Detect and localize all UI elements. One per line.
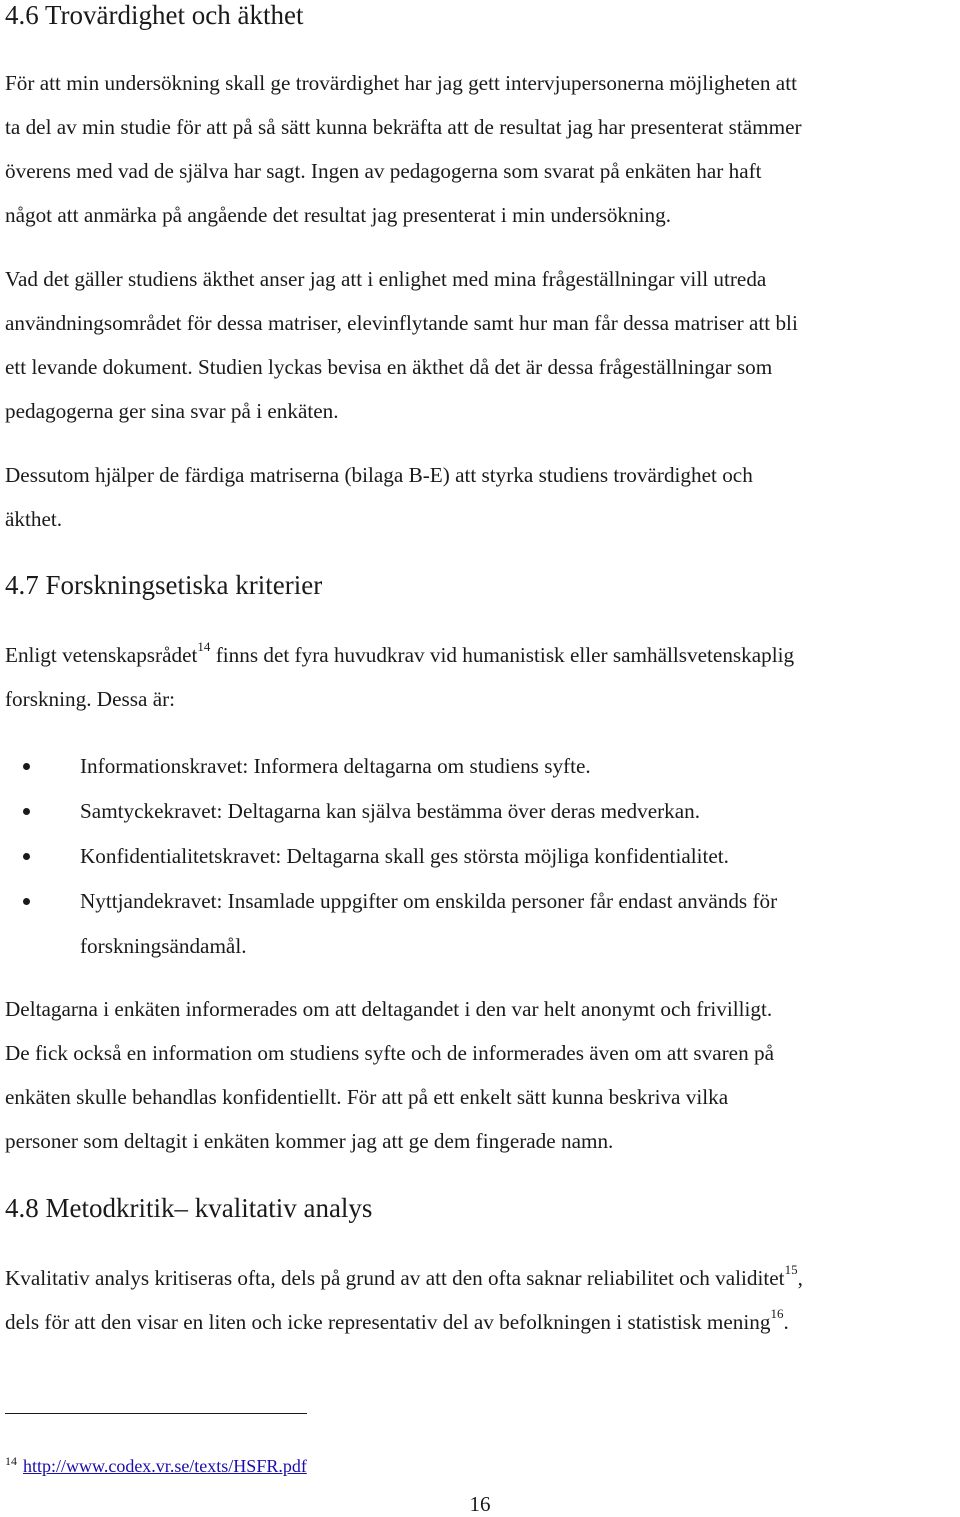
list-item-text: forskningsändamål. xyxy=(80,934,247,958)
intro-text-continued: finns det fyra huvudkrav vid humanistisk eller samhällsvetenskaplig xyxy=(210,643,795,667)
paragraph-credibility xyxy=(5,61,955,237)
text-line: användningsområdet för dessa matriser, elevinflytande samt hur man får dessa matriser att bli xyxy=(5,311,798,335)
text-line: ta del av min studie för att på så sätt kunna bekräfta att de resultat jag har presenterat stämmer xyxy=(5,115,802,139)
bullet-icon xyxy=(23,808,30,815)
text-line: enkäten skulle behandlas konfidentiellt. För att på ett enkelt sätt kunna beskriva vilka xyxy=(5,1085,729,1109)
footnote-ref-15[interactable]: 15 xyxy=(784,1262,798,1277)
ethics-requirements-list xyxy=(5,744,955,969)
list-item-text: Samtyckekravet: Deltagarna kan själva bestämma över deras medverkan. xyxy=(80,799,701,823)
list-item-text: Konfidentialitetskravet: Deltagarna skall ges största möjliga konfidentialitet. xyxy=(80,844,729,868)
text-line: Dessutom hjälper de färdiga matriserna (bilaga B-E) att styrka studiens trovärdighet och xyxy=(5,463,753,487)
list-item xyxy=(5,834,955,879)
page-number: 16 xyxy=(469,1492,491,1516)
paragraph-ethics-intro xyxy=(5,633,955,721)
footnote-14 xyxy=(5,1448,307,1479)
text-line xyxy=(5,1300,955,1344)
intro-text: Enligt vetenskapsrådet xyxy=(5,643,198,667)
critique-text: Kvalitativ analys kritiseras ofta, dels på grund av att den ofta saknar reliabilitet och validitet xyxy=(5,1266,785,1290)
paragraph-method-critique xyxy=(5,1256,955,1344)
list-item xyxy=(5,879,955,969)
footnote-ref-16[interactable]: 16 xyxy=(770,1306,784,1321)
section-heading-4-6: 4.6 Trovärdighet och äkthet xyxy=(5,0,304,30)
footnote-link[interactable]: http://www.codex.vr.se/texts/HSFR.pdf xyxy=(23,1456,307,1476)
footnote-separator xyxy=(5,1413,307,1414)
bullet-icon xyxy=(23,763,30,770)
bullet-icon xyxy=(23,898,30,905)
footnote-ref-14[interactable]: 14 xyxy=(197,639,211,654)
bullet-icon xyxy=(23,853,30,860)
text-line: Deltagarna i enkäten informerades om att deltagandet i den var helt anonymt och frivilligt. xyxy=(5,997,773,1021)
list-item xyxy=(5,744,955,789)
text-line xyxy=(5,1256,955,1300)
text-line: forskning. Dessa är: xyxy=(5,687,176,711)
section-heading-4-7: 4.7 Forskningsetiska kriterier xyxy=(5,570,323,600)
text-line xyxy=(5,633,955,677)
critique-text-continued: dels för att den visar en liten och icke representativ del av befolkningen i statistisk mening xyxy=(5,1310,771,1334)
text-line: ett levande dokument. Studien lyckas bevisa en äkthet då det är dessa frågeställningar som xyxy=(5,355,773,379)
text-line: personer som deltagit i enkäten kommer jag att ge dem fingerade namn. xyxy=(5,1129,614,1153)
list-item-text: Nyttjandekravet: Insamlade uppgifter om enskilda personer får endast används för xyxy=(80,889,778,913)
critique-punctuation: , xyxy=(797,1266,803,1290)
text-line: äkthet. xyxy=(5,507,63,531)
paragraph-participants xyxy=(5,987,955,1163)
section-heading-4-8: 4.8 Metodkritik– kvalitativ analys xyxy=(5,1193,373,1223)
paragraph-matrices xyxy=(5,453,955,541)
paragraph-authenticity xyxy=(5,257,955,433)
list-item-text: Informationskravet: Informera deltagarna om studiens syfte. xyxy=(80,754,591,778)
footnote-number: 14 xyxy=(5,1454,17,1468)
text-line: överens med vad de själva har sagt. Ingen av pedagogerna som svarat på enkäten har haft xyxy=(5,159,762,183)
text-line: pedagogerna ger sina svar på i enkäten. xyxy=(5,399,339,423)
list-item xyxy=(5,789,955,834)
text-line: De fick också en information om studiens syfte och de informerades även om att svaren på xyxy=(5,1041,774,1065)
text-line: För att min undersökning skall ge trovärdighet har jag gett intervjupersonerna möjligheten att xyxy=(5,71,797,95)
text-line: Vad det gäller studiens äkthet anser jag att i enlighet med mina frågeställningar vill utreda xyxy=(5,267,767,291)
critique-punctuation: . xyxy=(783,1310,789,1334)
text-line: något att anmärka på angående det resultat jag presenterat i min undersökning. xyxy=(5,203,671,227)
